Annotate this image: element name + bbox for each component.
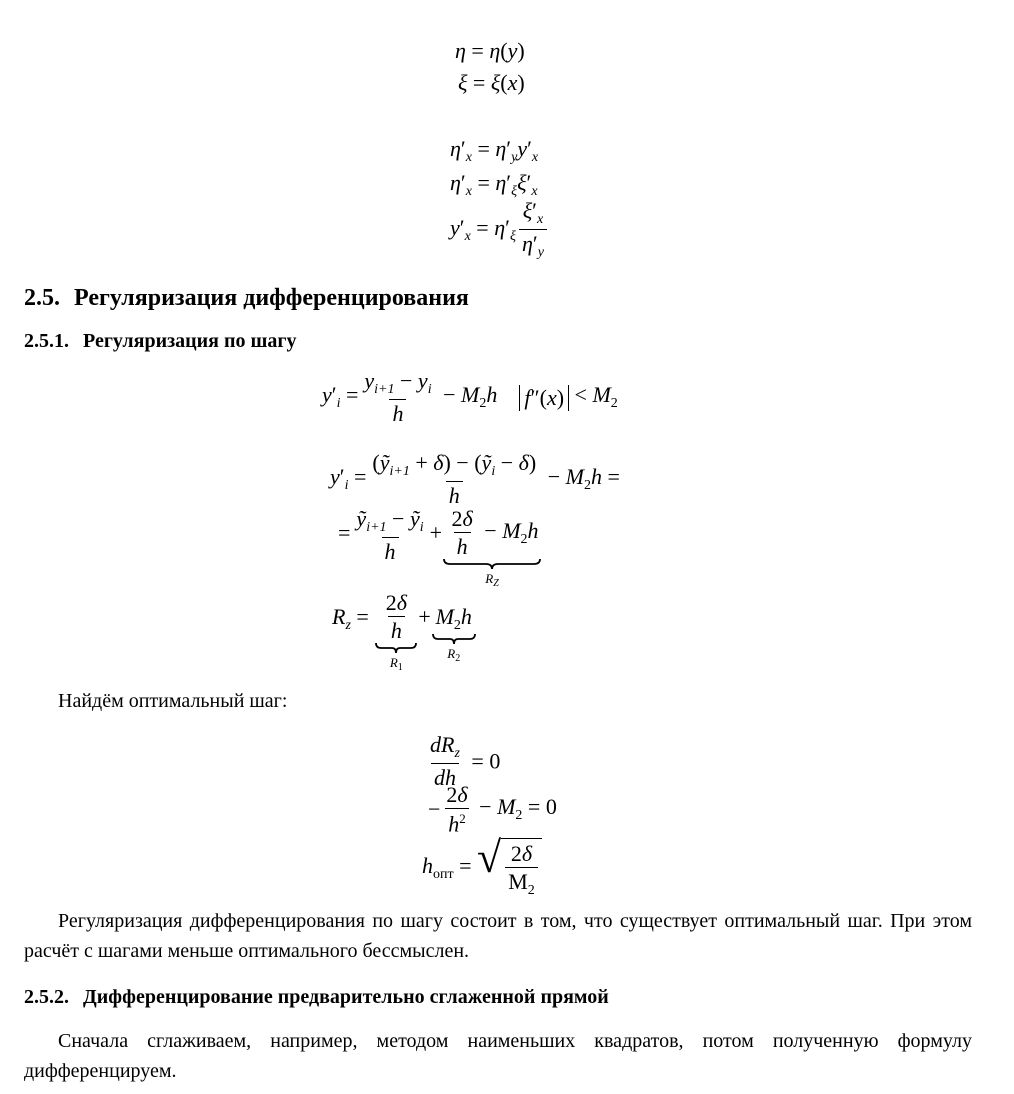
underbrace-r1: $\frac{2\delta}{h}$ $R_1$ [374,592,418,673]
paragraph-2: Сначала сглаживаем, например, методом наименьших квадратов, потом полученную формулу дифференцируем. [24,1030,972,1082]
eq-deriv: − $\frac{2\delta}{h^2}$ − $M_2 = 0$ [428,782,557,837]
opt-subscript: опт [433,866,454,882]
r2-label: $R_2$ [447,646,461,664]
eq-y-x: $y'_x = \eta'_\xi$ $\frac{\xi'_x}{\eta'_y}$ [450,200,550,260]
eq-drz: $\frac{dR_z}{dh}$ = 0 [430,732,501,790]
r1-label: $R_1$ [389,655,403,673]
eq-eta-x-1: $\eta'_x = \eta'_yy'_x$ [450,136,539,165]
underbrace-rz: $\frac{2\delta}{h}$ − $M_2h$ $R_Z$ [442,508,542,589]
eq-reg-2a: $y'_i$ = $\frac{(ỹ_{i+1} + \delta) - (ỹ_i - \delta)}{h}$ − $M_2h$ = [330,450,620,508]
eq-eta-x-2: $\eta'_x = \eta'_\xi\xi'_x$ [450,170,538,199]
section-number: 2.5. [24,285,60,311]
eq-rz: $R_z$ = $\frac{2\delta}{h}$ $R_1$ + $M_2h$ $R_2$ [332,592,477,673]
find-step-text: Найдём оптимальный шаг: [58,690,288,712]
rz-label: $R_Z$ [485,571,499,589]
eq-reg-1: $y'_i$ = $\frac{y_{i+1} - y_i}{h}$ − $M_2h$ $f''(x) < M_2$ [322,368,618,426]
eq-hopt: $h_{опт}$ = √ $\frac{2\delta}{M_2}$ [422,838,542,898]
subsection-title: Регуляризация по шагу [83,330,297,352]
paragraph-1: Регуляризация дифференцирования по шагу состоит в том, что существует оптимальный шаг. При этом расчёт с шагами меньше оптимального бессмыслен. [24,910,972,962]
section-2-5-1-heading [24,330,297,353]
subsection-number-2: 2.5.2. [24,986,69,1008]
eq-reg-2b: = $\frac{ỹ_{i+1} - ỹ_i}{h}$ + $\frac{2\delta}{h}$ − $M_2h$ $R_Z$ [338,508,542,589]
section-2-5-heading [24,285,469,312]
section-title: Регуляризация дифференцирования [74,285,469,311]
section-2-5-2-heading [24,986,609,1009]
underbrace-r2: $M_2h$ $R_2$ [431,606,477,664]
eq-eta-def: η = η(y) [455,38,525,63]
subsection-title-2: Дифференцирование предварительно сглаженной прямой [83,986,609,1008]
subsection-number: 2.5.1. [24,330,69,352]
eq-xi-def: ξ = ξ(x) [458,70,525,95]
